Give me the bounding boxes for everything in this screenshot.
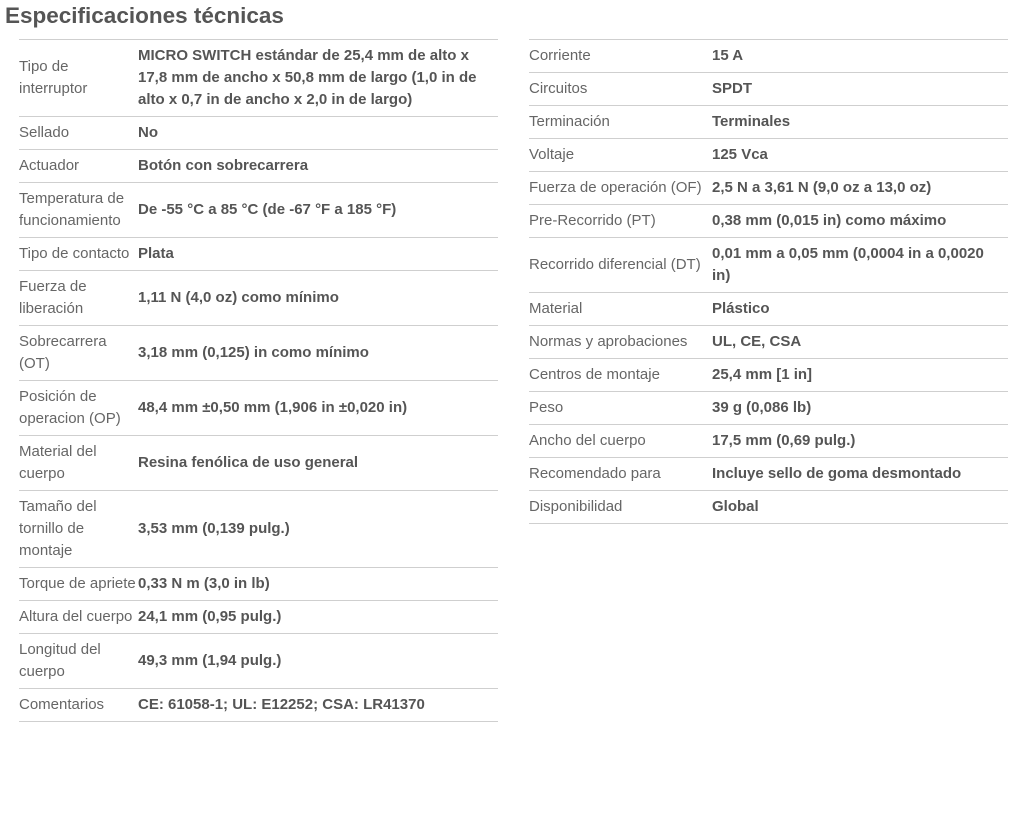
spec-value: 17,5 mm (0,69 pulg.) [712,432,856,449]
spec-row [529,139,1008,172]
spec-value: Botón con sobrecarrera [138,157,309,174]
spec-row [529,40,1008,73]
spec-row [19,271,498,326]
spec-label: Actuador [19,157,80,174]
spec-label: Material [529,300,583,317]
spec-value: 0,33 N m (3,0 in lb) [138,575,270,592]
spec-label: Torque de apriete [19,575,136,592]
spec-value: UL, CE, CSA [712,333,802,350]
spec-row [19,689,498,722]
spec-value: 1,11 N (4,0 oz) como mínimo [138,289,339,306]
spec-label: Peso [529,399,564,416]
spec-value: 25,4 mm [1 in] [712,366,813,383]
spec-value: Resina fenólica de uso general [138,454,359,471]
spec-label: Recomendado para [529,465,661,482]
spec-table-right [529,39,1008,524]
spec-value: 15 A [712,47,744,64]
spec-label: Longitud del cuerpo [19,641,101,680]
spec-label: Tipo de contacto [19,245,130,262]
spec-row [19,568,498,601]
spec-label: Terminación [529,113,610,130]
spec-row [19,381,498,436]
spec-row [19,326,498,381]
spec-label: Fuerza de operación (OF) [529,179,702,196]
spec-row [19,436,498,491]
spec-label: Posición de operacion (OP) [19,388,121,427]
spec-row [529,238,1008,293]
spec-row [19,238,498,271]
spec-value: 2,5 N a 3,61 N (9,0 oz a 13,0 oz) [712,179,932,196]
spec-label: Corriente [529,47,591,64]
spec-row [529,326,1008,359]
spec-label: Tipo de interruptor [19,58,88,97]
spec-label: Tamaño del tornillo de montaje [19,498,97,559]
spec-label: Material del cuerpo [19,443,97,482]
spec-row [529,458,1008,491]
spec-label: Disponibilidad [529,498,623,515]
spec-label: Voltaje [529,146,575,163]
spec-value: No [138,124,158,141]
spec-value: 49,3 mm (1,94 pulg.) [138,652,282,669]
spec-row [19,183,498,238]
spec-value: SPDT [712,80,753,97]
spec-label: Sobrecarrera (OT) [19,333,107,372]
page-title: Especificaciones técnicas [5,3,284,28]
spec-value: Plástico [712,300,770,317]
spec-value: Terminales [712,113,791,130]
spec-label: Altura del cuerpo [19,608,133,625]
spec-row [529,73,1008,106]
spec-value: 3,18 mm (0,125) in como mínimo [138,344,369,361]
spec-value: 39 g (0,086 lb) [712,399,812,416]
spec-table-right-body [529,40,1008,524]
spec-table-left-body [19,40,498,722]
spec-value: 125 Vca [712,146,768,163]
spec-table-left [19,39,498,722]
spec-value: MICRO SWITCH estándar de 25,4 mm de alto x 17,8 mm de ancho x 50,8 mm de largo (1,0 in de alto x 0,7 in de ancho x 2,0 in de largo) [138,47,477,108]
spec-row [19,150,498,183]
spec-row [19,601,498,634]
spec-value: CE: 61058-1; UL: E12252; CSA: LR41370 [138,696,425,713]
spec-row [19,117,498,150]
spec-value: 48,4 mm ±0,50 mm (1,906 in ±0,020 in) [138,399,408,416]
spec-row [529,392,1008,425]
spec-label: Recorrido diferencial (DT) [529,256,701,273]
spec-row [19,491,498,568]
spec-value: De -55 °C a 85 °C (de -67 °F a 185 °F) [138,201,397,218]
spec-row [529,293,1008,326]
spec-value: Global [712,498,759,515]
spec-label: Sellado [19,124,70,141]
spec-value: 0,01 mm a 0,05 mm (0,0004 in a 0,0020 in) [712,245,984,284]
spec-value: Plata [138,245,174,262]
spec-row [529,205,1008,238]
spec-value: 0,38 mm (0,015 in) como máximo [712,212,947,229]
spec-label: Circuitos [529,80,588,97]
spec-label: Fuerza de liberación [19,278,87,317]
spec-row [529,106,1008,139]
spec-value: 3,53 mm (0,139 pulg.) [138,520,290,537]
spec-row [529,172,1008,205]
spec-label: Pre-Recorrido (PT) [529,212,656,229]
spec-label: Normas y aprobaciones [529,333,688,350]
spec-label: Temperatura de funcionamiento [19,190,125,229]
spec-row [529,359,1008,392]
spec-value: Incluye sello de goma desmontado [712,465,962,482]
spec-row [529,491,1008,524]
spec-label: Ancho del cuerpo [529,432,646,449]
spec-row [529,425,1008,458]
spec-row [19,634,498,689]
spec-value: 24,1 mm (0,95 pulg.) [138,608,282,625]
spec-row [19,40,498,117]
spec-label: Comentarios [19,696,105,713]
spec-label: Centros de montaje [529,366,660,383]
